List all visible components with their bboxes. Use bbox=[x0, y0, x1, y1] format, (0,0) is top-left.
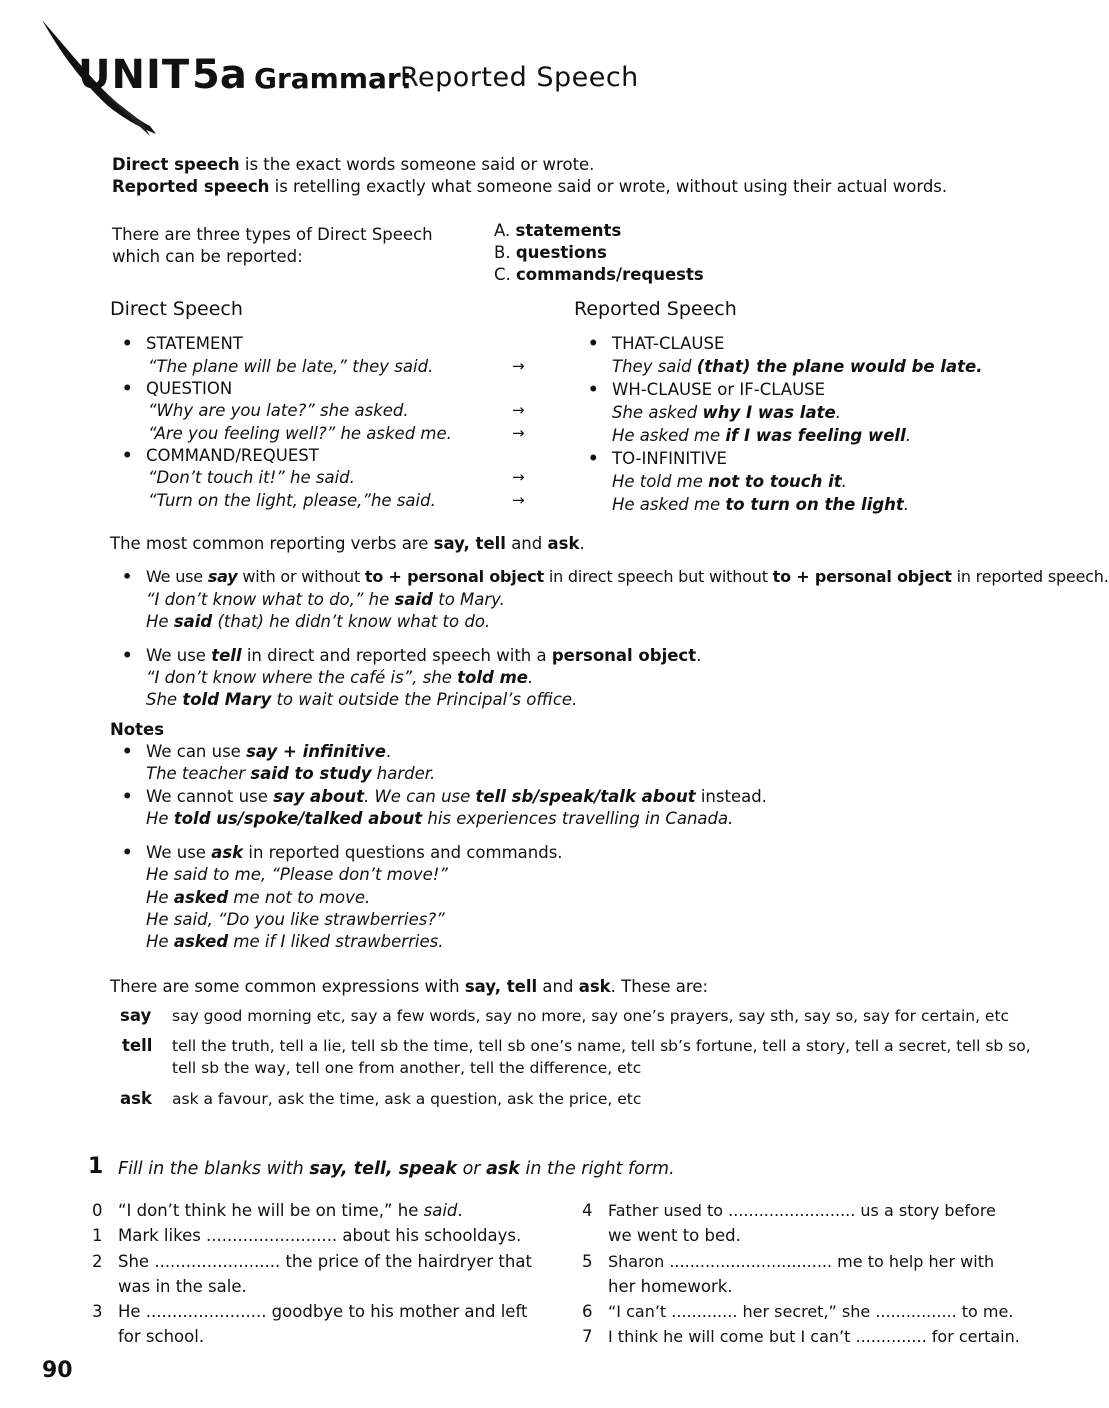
exercise-item-number: 1 bbox=[92, 1226, 103, 1245]
reported-speech-definition bbox=[112, 176, 947, 198]
note-say-infinitive-example: The teacher said to study harder. bbox=[146, 764, 436, 783]
note-say-about-example: He told us/spoke/talked about his experiences travelling in Canada. bbox=[146, 809, 734, 828]
page-title: Reported Speech bbox=[400, 62, 639, 93]
note-ask-example-1: He said to me, “Please don’t move!” bbox=[146, 865, 448, 884]
reporting-verbs-line: The most common reporting verbs are say, tell and ask. bbox=[110, 534, 585, 553]
command-label: • COMMAND/REQUEST bbox=[146, 445, 319, 467]
exercise-item-3-line2: for school. bbox=[118, 1327, 205, 1346]
exercise-item-1: Mark likes ......................... about his schooldays. bbox=[118, 1226, 522, 1245]
statement-example: “The plane will be late,” they said. bbox=[148, 357, 434, 376]
that-clause-example: They said (that) the plane would be late. bbox=[612, 357, 983, 376]
to-infinitive-example-2: He asked me to turn on the light. bbox=[612, 495, 910, 514]
question-label: • QUESTION bbox=[146, 378, 232, 400]
exercise-item-number: 7 bbox=[582, 1327, 593, 1346]
ask-expressions-key: ask bbox=[120, 1089, 152, 1108]
reported-speech-text: is retelling exactly what someone said or wrote, without using their actual words. bbox=[269, 177, 948, 196]
unit-number: 5a bbox=[192, 52, 247, 98]
exercise-item-6: “I can’t ............. her secret,” she ................ to me. bbox=[608, 1302, 1014, 1321]
exercise-instruction: Fill in the blanks with say, tell, speak or ask in the right form. bbox=[118, 1159, 675, 1179]
note-ask-example-2: He asked me not to move. bbox=[146, 888, 371, 907]
exercise-item-5-line1: Sharon ................................ me to help her with bbox=[608, 1252, 995, 1271]
note-ask-example-4: He asked me if I liked strawberries. bbox=[146, 932, 444, 951]
exercise-item-number: 2 bbox=[92, 1252, 103, 1271]
command-example-1: “Don’t touch it!” he said. bbox=[148, 468, 355, 487]
note-say-infinitive: • We can use say + infinitive. bbox=[146, 741, 391, 763]
exercise-item-2-line2: was in the sale. bbox=[118, 1277, 247, 1296]
arrow-icon: → bbox=[512, 401, 525, 419]
exercise-item-number: 4 bbox=[582, 1201, 593, 1220]
direct-speech-heading: Direct Speech bbox=[110, 298, 243, 320]
exercise-item-number: 3 bbox=[92, 1302, 103, 1321]
exercise-item-4-line1: Father used to ......................... us a story before bbox=[608, 1201, 996, 1220]
to-infinitive-label: • TO-INFINITIVE bbox=[612, 448, 727, 470]
arrow-icon: → bbox=[512, 468, 525, 486]
command-example-2: “Turn on the light, please,”he said. bbox=[148, 491, 436, 510]
grammar-label: Grammar: bbox=[254, 62, 412, 95]
statement-label: • STATEMENT bbox=[146, 333, 243, 355]
exercise-item-number: 5 bbox=[582, 1252, 593, 1271]
wh-clause-example-2: He asked me if I was feeling well. bbox=[612, 426, 911, 445]
type-item-b: B. questions bbox=[494, 243, 607, 262]
direct-speech-term: Direct speech bbox=[112, 155, 240, 174]
exercise-item-number: 6 bbox=[582, 1302, 593, 1321]
tell-example-1: “I don’t know where the café is”, she told me. bbox=[146, 668, 534, 687]
tell-expressions-text-2: tell sb the way, tell one from another, tell the difference, etc bbox=[172, 1059, 642, 1077]
unit-label: UNIT bbox=[78, 52, 191, 98]
exercise-item-number: 0 bbox=[92, 1201, 103, 1220]
page-number: 90 bbox=[42, 1358, 73, 1383]
exercise-item-3-line1: He ....................... goodbye to his mother and left bbox=[118, 1302, 528, 1321]
say-example-2: He said (that) he didn’t know what to do. bbox=[146, 612, 491, 631]
say-expressions-key: say bbox=[120, 1006, 152, 1025]
types-intro-line1: There are three types of Direct Speech bbox=[112, 225, 433, 244]
exercise-item-2-line1: She ........................ the price of the hairdryer that bbox=[118, 1252, 532, 1271]
exercise-item-0: “I don’t think he will be on time,” he said. bbox=[118, 1201, 463, 1220]
wh-clause-example-1: She asked why I was late. bbox=[612, 403, 841, 422]
reported-speech-heading: Reported Speech bbox=[574, 298, 737, 320]
exercise-item-5-line2: her homework. bbox=[608, 1277, 733, 1296]
say-expressions-text: say good morning etc, say a few words, say no more, say one’s prayers, say sth, say so, say for certain, etc bbox=[172, 1007, 1010, 1025]
direct-speech-text: is the exact words someone said or wrote. bbox=[239, 155, 595, 174]
types-intro-line2: which can be reported: bbox=[112, 247, 303, 266]
notes-heading: Notes bbox=[110, 720, 165, 739]
type-item-a: A. statements bbox=[494, 221, 622, 240]
say-example-1: “I don’t know what to do,” he said to Mary. bbox=[146, 590, 505, 609]
tell-expressions-key: tell bbox=[122, 1036, 153, 1055]
tell-example-2: She told Mary to wait outside the Principal’s office. bbox=[146, 690, 578, 709]
ask-expressions-text: ask a favour, ask the time, ask a question, ask the price, etc bbox=[172, 1090, 642, 1108]
note-ask: • We use ask in reported questions and commands. bbox=[146, 842, 563, 864]
question-example-1: “Why are you late?” she asked. bbox=[148, 401, 409, 420]
tell-usage-rule: • We use tell in direct and reported speech with a personal object. bbox=[146, 645, 701, 667]
note-say-about: • We cannot use say about. We can use tell sb/speak/talk about instead. bbox=[146, 786, 767, 808]
arrow-icon: → bbox=[512, 357, 525, 375]
to-infinitive-example-1: He told me not to touch it. bbox=[612, 472, 847, 491]
arrow-icon: → bbox=[512, 424, 525, 442]
that-clause-label: • THAT-CLAUSE bbox=[612, 333, 724, 355]
exercise-number: 1 bbox=[88, 1154, 104, 1179]
arrow-icon: → bbox=[512, 491, 525, 509]
expressions-intro: There are some common expressions with say, tell and ask. These are: bbox=[110, 977, 709, 996]
direct-speech-definition bbox=[112, 154, 594, 176]
exercise-item-4-line2: we went to bed. bbox=[608, 1226, 741, 1245]
reported-speech-term: Reported speech bbox=[112, 177, 270, 196]
note-ask-example-3: He said, “Do you like strawberries?” bbox=[146, 910, 445, 929]
exercise-item-7: I think he will come but I can’t .............. for certain. bbox=[608, 1327, 1020, 1346]
say-usage-rule: • We use say with or without to + personal object in direct speech but without to + personal object in reported speech. bbox=[146, 566, 1109, 588]
tell-expressions-text-1: tell the truth, tell a lie, tell sb the time, tell sb one’s name, tell sb’s fortune, tell a story, tell a secret, tell sb so, bbox=[172, 1037, 1031, 1055]
question-example-2: “Are you feeling well?” he asked me. bbox=[148, 424, 452, 443]
wh-clause-label: • WH-CLAUSE or IF-CLAUSE bbox=[612, 379, 825, 401]
type-item-c: C. commands/requests bbox=[494, 265, 704, 284]
